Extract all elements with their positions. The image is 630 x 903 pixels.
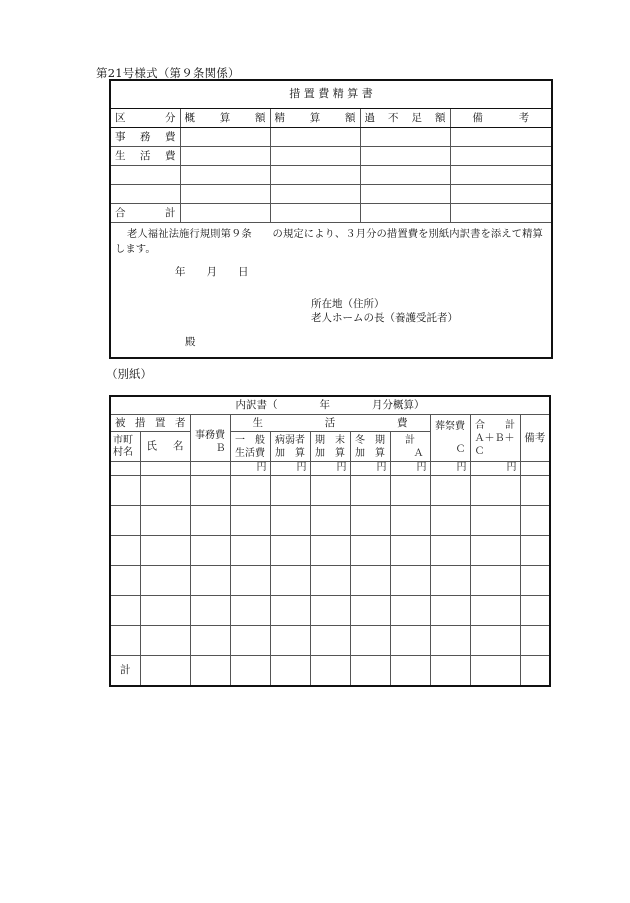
cell[interactable] — [140, 506, 190, 536]
yen-unit: 円 — [350, 462, 390, 476]
cell[interactable] — [350, 656, 390, 687]
table-row — [110, 566, 550, 596]
cell[interactable] — [270, 656, 310, 687]
cell[interactable] — [310, 536, 350, 566]
header-kubun: 区 分 — [110, 109, 180, 128]
yen-unit: 円 — [310, 462, 350, 476]
cell[interactable] — [180, 128, 270, 147]
cell[interactable] — [390, 656, 430, 687]
cell[interactable] — [270, 596, 310, 626]
header-shichoson: 市町 村名 — [110, 432, 140, 462]
header-gokei: 合 計 Ａ＋Ｂ＋ Ｃ — [470, 415, 520, 462]
cell[interactable] — [270, 128, 360, 147]
cell[interactable] — [190, 536, 230, 566]
cell[interactable] — [470, 536, 520, 566]
cell[interactable] — [230, 566, 270, 596]
header-seikatsuhi: 生 活 費 — [230, 415, 430, 432]
cell[interactable] — [270, 626, 310, 656]
cell[interactable] — [390, 506, 430, 536]
cell[interactable] — [360, 185, 450, 204]
cell[interactable] — [140, 566, 190, 596]
cell[interactable] — [270, 506, 310, 536]
cell[interactable] — [230, 596, 270, 626]
cell[interactable] — [110, 476, 140, 506]
yen-unit: 円 — [230, 462, 270, 476]
cell[interactable] — [230, 476, 270, 506]
cell[interactable] — [520, 476, 550, 506]
cell[interactable] — [190, 462, 230, 476]
cell[interactable] — [470, 596, 520, 626]
cell[interactable] — [190, 596, 230, 626]
cell[interactable] — [520, 566, 550, 596]
table-row — [110, 596, 550, 626]
cell[interactable] — [520, 506, 550, 536]
cell[interactable] — [450, 204, 552, 223]
cell[interactable] — [190, 656, 230, 687]
cell[interactable] — [520, 626, 550, 656]
cell[interactable] — [470, 656, 520, 687]
cell[interactable] — [430, 656, 470, 687]
cell[interactable] — [360, 128, 450, 147]
cell[interactable] — [360, 147, 450, 166]
cell[interactable] — [450, 147, 552, 166]
cell[interactable] — [430, 506, 470, 536]
cell[interactable] — [390, 596, 430, 626]
cell[interactable] — [110, 626, 140, 656]
total-label: 計 — [110, 656, 140, 687]
cell[interactable] — [350, 566, 390, 596]
cell[interactable] — [520, 656, 550, 687]
cell[interactable] — [350, 626, 390, 656]
yen-unit: 円 — [470, 462, 520, 476]
cell[interactable] — [190, 626, 230, 656]
cell[interactable] — [110, 462, 140, 476]
cell[interactable] — [310, 566, 350, 596]
date-line[interactable]: 年 月 日 — [175, 266, 249, 278]
addressee-dono: 殿 — [185, 336, 196, 348]
cell[interactable] — [390, 476, 430, 506]
cell[interactable] — [310, 596, 350, 626]
cell[interactable] — [450, 185, 552, 204]
breakdown-title: 内訳書（ 年 月分概算） — [110, 396, 550, 415]
cell[interactable] — [470, 506, 520, 536]
header-biko: 備 考 — [450, 109, 552, 128]
cell[interactable] — [470, 566, 520, 596]
table-row — [110, 626, 550, 656]
header-kafusoku: 過 不 足 額 — [360, 109, 450, 128]
cell[interactable] — [390, 566, 430, 596]
cell[interactable] — [310, 476, 350, 506]
cell[interactable] — [430, 596, 470, 626]
cell[interactable] — [180, 166, 270, 185]
cell[interactable] — [310, 656, 350, 687]
cell[interactable] — [520, 596, 550, 626]
statement-text: 老人福祉法施行規則第９条 の規定により、３月分の措置費を別紙内訳書を添えて精算します。 — [115, 228, 543, 255]
cell[interactable] — [110, 566, 140, 596]
statement-block — [110, 223, 552, 359]
cell[interactable] — [390, 626, 430, 656]
cell[interactable] — [140, 656, 190, 687]
table-row — [110, 536, 550, 566]
cell[interactable] — [310, 506, 350, 536]
header-toki: 冬 期 加 算 — [350, 432, 390, 462]
cell[interactable] — [350, 476, 390, 506]
cell[interactable] — [450, 166, 552, 185]
cell[interactable] — [140, 626, 190, 656]
cell[interactable] — [430, 566, 470, 596]
row-jimuhi: 事 務 費 — [110, 128, 180, 147]
header-jimuhi-b: 事務費 Ｂ — [190, 415, 230, 462]
cell[interactable] — [110, 596, 140, 626]
cell[interactable] — [270, 204, 360, 223]
form-title: 第21号様式（第９条関係） — [96, 66, 240, 80]
table-row — [110, 506, 550, 536]
cell[interactable] — [190, 506, 230, 536]
cell[interactable] — [360, 204, 450, 223]
cell[interactable] — [350, 536, 390, 566]
header-ippan: 一 般 生活費 — [230, 432, 270, 462]
cell[interactable] — [270, 566, 310, 596]
cell[interactable] — [180, 147, 270, 166]
cell[interactable] — [470, 626, 520, 656]
row-gokei: 合 計 — [110, 204, 180, 223]
cell[interactable] — [140, 462, 190, 476]
cell[interactable] — [310, 626, 350, 656]
settlement-title: 措 置 費 精 算 書 — [110, 80, 552, 109]
cell[interactable] — [520, 462, 550, 476]
attachment-label: （別紙） — [106, 367, 152, 381]
cell[interactable] — [230, 506, 270, 536]
yen-unit: 円 — [270, 462, 310, 476]
yen-unit: 円 — [430, 462, 470, 476]
cell[interactable] — [110, 506, 140, 536]
cell[interactable] — [270, 166, 360, 185]
cell[interactable] — [520, 536, 550, 566]
header-gaisan: 概 算 額 — [180, 109, 270, 128]
cell[interactable] — [350, 596, 390, 626]
cell[interactable] — [360, 166, 450, 185]
cell[interactable] — [270, 185, 360, 204]
header-byojakusha: 病弱者 加 算 — [270, 432, 310, 462]
cell[interactable] — [180, 185, 270, 204]
header-kimatsu: 期 末 加 算 — [310, 432, 350, 462]
row-seikatsuhi: 生 活 費 — [110, 147, 180, 166]
cell[interactable] — [430, 626, 470, 656]
cell[interactable] — [230, 536, 270, 566]
cell[interactable] — [390, 536, 430, 566]
header-seisan: 精 算 額 — [270, 109, 360, 128]
yen-unit: 円 — [390, 462, 430, 476]
header-kei-a: 計 Ａ — [390, 432, 430, 462]
cell[interactable] — [140, 476, 190, 506]
header-hisochisha: 被 措 置 者 — [110, 415, 190, 432]
cell[interactable] — [230, 656, 270, 687]
settlement-table — [109, 79, 553, 359]
cell[interactable] — [270, 476, 310, 506]
cell[interactable] — [190, 566, 230, 596]
cell[interactable] — [430, 476, 470, 506]
header-saisaihi-c: 葬祭費 Ｃ — [430, 415, 470, 462]
total-row — [110, 656, 550, 687]
cell[interactable] — [190, 476, 230, 506]
cell[interactable] — [140, 596, 190, 626]
header-shimei: 氏 名 — [140, 432, 190, 462]
breakdown-table — [109, 395, 551, 687]
cell[interactable] — [140, 536, 190, 566]
address-line[interactable]: 所在地（住所） — [311, 298, 385, 310]
cell[interactable] — [180, 204, 270, 223]
row-blank — [110, 166, 180, 185]
cell[interactable] — [270, 536, 310, 566]
row-blank — [110, 185, 180, 204]
cell[interactable] — [230, 626, 270, 656]
head-line[interactable]: 老人ホームの長（養護受託者） — [311, 312, 458, 324]
cell[interactable] — [470, 476, 520, 506]
cell[interactable] — [450, 128, 552, 147]
cell[interactable] — [270, 147, 360, 166]
header-biko: 備考 — [520, 415, 550, 462]
cell[interactable] — [430, 536, 470, 566]
cell[interactable] — [350, 506, 390, 536]
table-row — [110, 476, 550, 506]
cell[interactable] — [110, 536, 140, 566]
